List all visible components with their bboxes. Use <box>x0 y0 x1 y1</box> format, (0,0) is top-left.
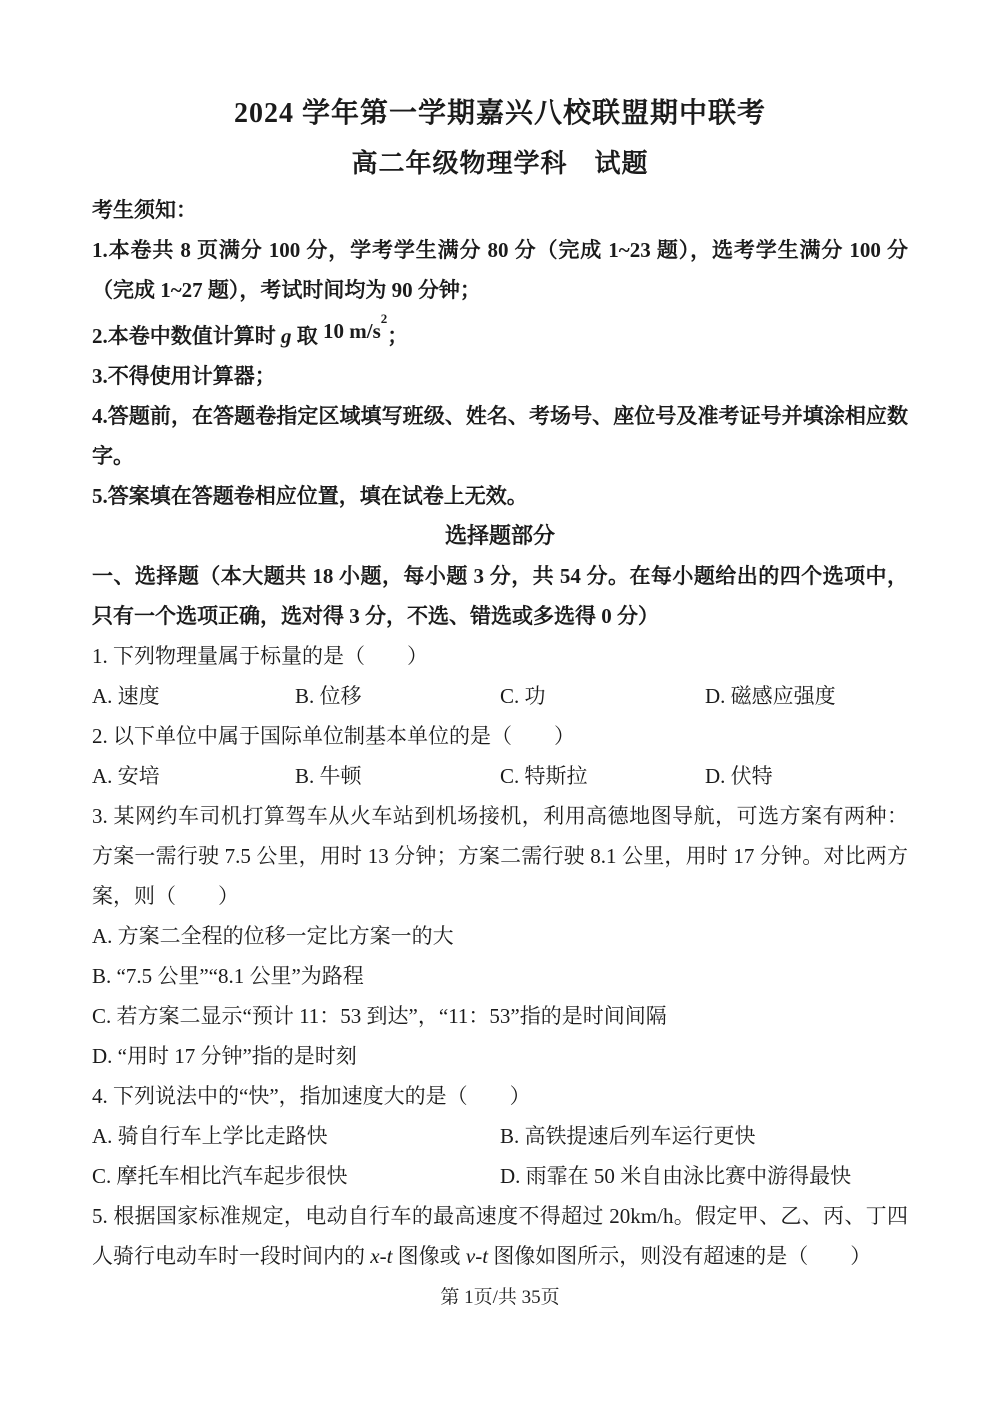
section-directions: 一、选择题（本大题共 18 小题，每小题 3 分，共 54 分。在每小题给出的四个选项中，只有一个选项正确，选对得 3 分，不选、错选或多选得 0 分） <box>92 564 908 628</box>
question-1-option-c: C. 功 <box>500 684 546 708</box>
notice-item-2 <box>92 311 908 356</box>
question-4-options-row-2 <box>92 1156 908 1196</box>
question-3-option-b: B. “7.5 公里”“8.1 公里”为路程 <box>92 964 364 988</box>
page-number-indicator: 第 1页/共 35页 <box>440 1287 560 1308</box>
xt-graph-label: x-t <box>370 1244 393 1268</box>
question-5-stem-prefix: 5. 根据国家标准规定，电动自行车的最高速度不得超过 20km/h。假定甲、乙、丙、丁四人骑行电动车时一段时间内的 <box>92 1204 908 1268</box>
gravity-value: 10 m/s <box>323 319 381 343</box>
question-2-option-a: A. 安培 <box>92 764 160 788</box>
notice-item-1: 1.本卷共 8 页满分 100 分，学考学生满分 80 分（完成 1~23 题），选考学生满分 100 分（完成 1~27 题），考试时间均为 90 分钟； <box>92 238 908 302</box>
vt-graph-label: v-t <box>465 1244 489 1268</box>
notice-item-2-suffix: ； <box>387 324 409 348</box>
question-5-stem-mid: 图像或 <box>392 1244 466 1268</box>
question-4-option-b: B. 高铁提速后列车运行更快 <box>500 1124 756 1148</box>
notice-item-4: 4.答题前，在答题卷指定区域填写班级、姓名、考场号、座位号及准考证号并填涂相应数字。 <box>92 404 908 468</box>
question-2-option-c: C. 特斯拉 <box>500 764 588 788</box>
notice-item-5: 5.答案填在答题卷相应位置，填在试卷上无效。 <box>92 484 528 508</box>
question-5-stem <box>92 1196 908 1276</box>
question-4-options-row-1 <box>92 1116 908 1156</box>
question-1-option-b: B. 位移 <box>295 684 362 708</box>
question-1-option-d: D. 磁感应强度 <box>705 684 836 708</box>
question-4-option-d: D. 雨霏在 50 米自由泳比赛中游得最快 <box>500 1164 852 1188</box>
question-1-stem: 1. 下列物理量属于标量的是（ ） <box>92 644 428 668</box>
question-2-options <box>92 756 908 796</box>
question-2-option-b: B. 牛顿 <box>295 764 362 788</box>
question-4-stem: 4. 下列说法中的“快”，指加速度大的是（ ） <box>92 1084 531 1108</box>
question-3-option-d: D. “用时 17 分钟”指的是时刻 <box>92 1044 357 1068</box>
question-4-option-a: A. 骑自行车上学比走路快 <box>92 1124 328 1148</box>
question-1-option-a: A. 速度 <box>92 684 160 708</box>
question-3-stem: 3. 某网约车司机打算驾车从火车站到机场接机，利用高德地图导航，可选方案有两种：方案一需行驶 7.5 公里，用时 13 分钟；方案二需行驶 8.1 公里，用时 17 分钟。对比两方案，则（ ） <box>92 804 908 908</box>
gravity-value-formula <box>323 311 388 343</box>
question-3-option-c: C. 若方案二显示“预计 11：53 到达”，“11：53”指的是时间间隔 <box>92 1004 667 1028</box>
question-4-option-c: C. 摩托车相比汽车起步很快 <box>92 1164 348 1188</box>
question-5-stem-suffix: 图像如图所示，则没有超速的是（ ） <box>488 1244 872 1268</box>
notice-item-3: 3.不得使用计算器； <box>92 364 276 388</box>
notice-item-2-mid: 取 <box>291 324 323 348</box>
question-2-option-d: D. 伏特 <box>705 764 773 788</box>
exam-title: 2024 学年第一学期嘉兴八校联盟期中联考 <box>233 98 766 129</box>
gravity-value-exponent: 2 <box>380 311 388 326</box>
notice-heading: 考生须知： <box>92 198 197 222</box>
question-3-option-a: A. 方案二全程的位移一定比方案一的大 <box>92 924 454 948</box>
exam-subtitle: 高二年级物理学科 试题 <box>351 149 649 178</box>
gravity-symbol: g <box>281 324 292 348</box>
notice-item-2-prefix: 2.本卷中数值计算时 <box>92 324 281 348</box>
section-part-heading: 选择题部分 <box>444 523 555 548</box>
question-1-options <box>92 676 908 716</box>
question-2-stem: 2. 以下单位中属于国际单位制基本单位的是（ ） <box>92 724 575 748</box>
